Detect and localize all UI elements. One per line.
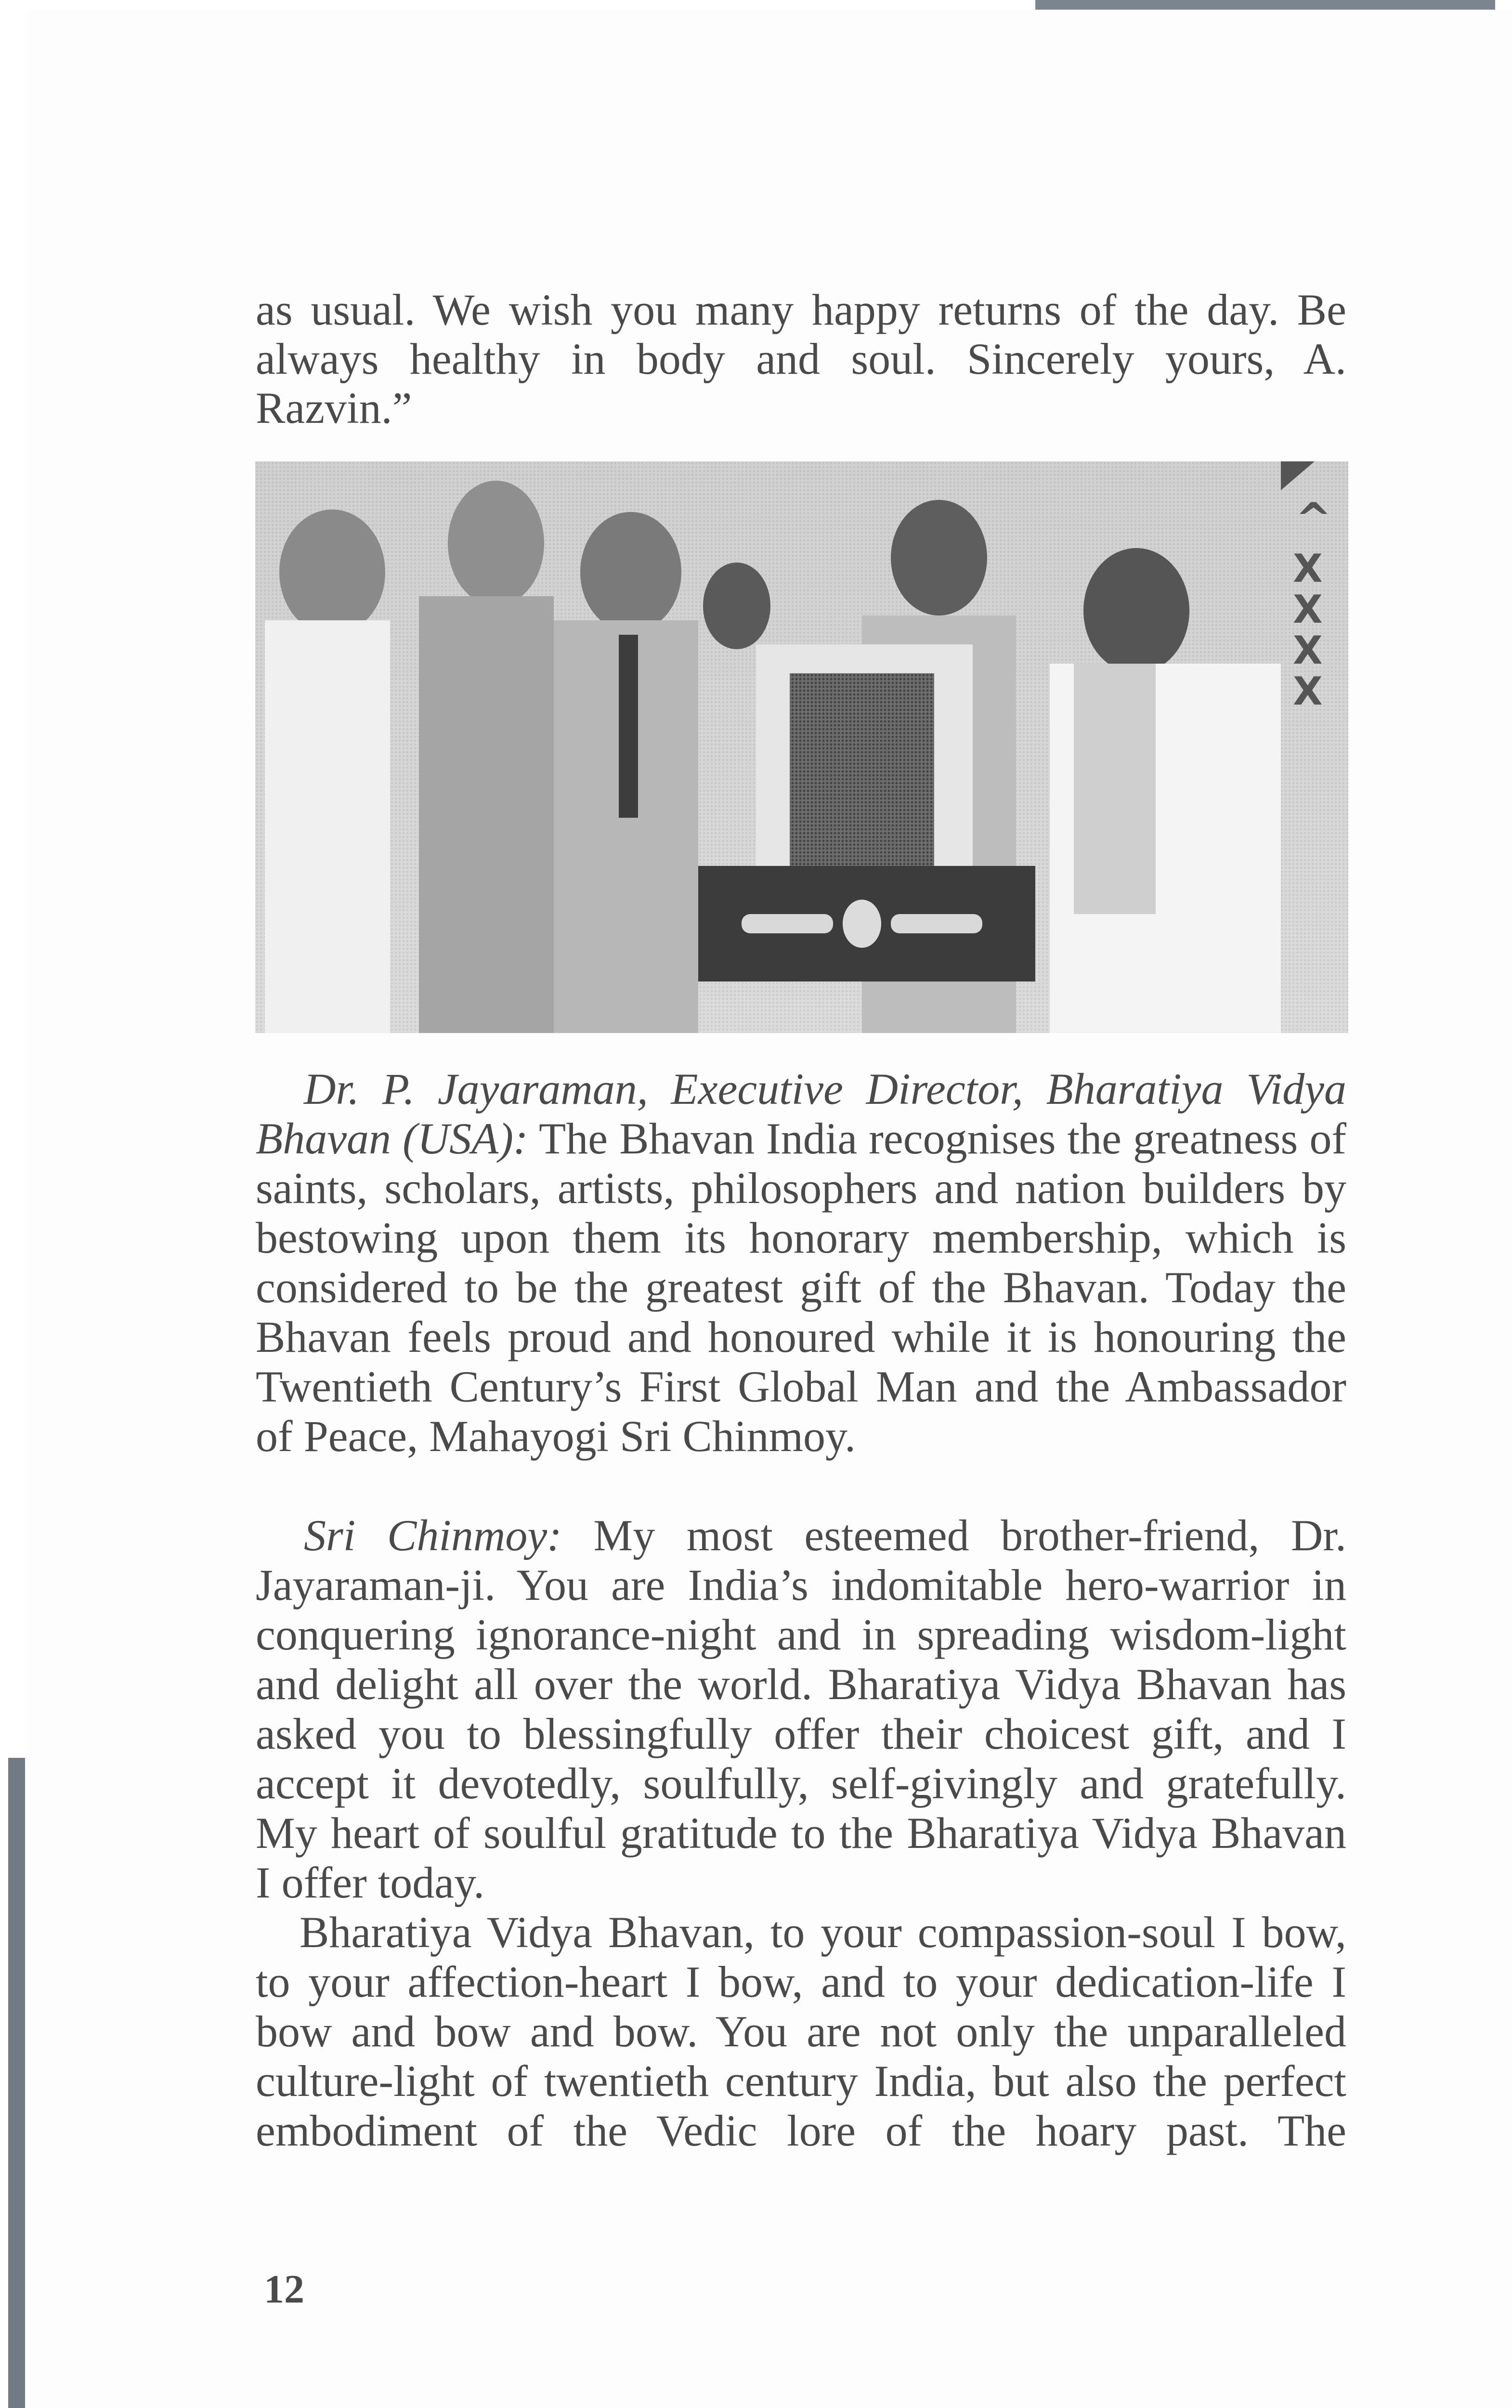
speaker-name: Sri Chinmoy:	[304, 1511, 562, 1560]
text-line: considered to be the greatest gift of the Bhavan. Today the	[256, 1263, 1346, 1312]
text-line	[256, 1114, 1346, 1164]
scan-edge-top	[1035, 0, 1495, 10]
svg-text:^: ^	[1295, 494, 1332, 544]
text-line: to your affection-heart I bow, and to your dedication-life I	[256, 1957, 1346, 2006]
text-line: embodiment of the Vedic lore of the hoary past. The	[256, 2106, 1346, 2155]
text-fragment: My most esteemed brother-friend, Dr.	[561, 1511, 1346, 1560]
svg-text:X: X	[1293, 669, 1323, 714]
svg-text:X: X	[1293, 628, 1323, 673]
page-number: 12	[264, 2267, 304, 2312]
svg-text:X: X	[1293, 546, 1323, 591]
text-line: accept it devotedly, soulfully, self-givingly and gratefully.	[256, 1759, 1346, 1808]
text-line: always healthy in body and soul. Sincerely yours, A.	[256, 334, 1346, 383]
text-line: Bharatiya Vidya Bhavan, to your compassion-soul I bow,	[300, 1908, 1346, 1957]
text-line: asked you to blessingfully offer their choicest gift, and I	[256, 1709, 1346, 1758]
text-line: Razvin.”	[256, 383, 412, 432]
text-line: of Peace, Mahayogi Sri Chinmoy.	[256, 1412, 856, 1461]
text-line: My heart of soulful gratitude to the Bharatiya Vidya Bhavan	[256, 1808, 1346, 1858]
text-fragment: The Bhavan India recognises the greatness of	[528, 1114, 1346, 1163]
text-line: and delight all over the world. Bharatiya Vidya Bhavan has	[256, 1660, 1346, 1709]
text-line: Jayaraman-ji. You are India’s indomitable hero-warrior in	[256, 1560, 1346, 1610]
svg-text:X: X	[1293, 587, 1323, 632]
speaker-name-cont: Bhavan (USA):	[256, 1114, 528, 1163]
scan-edge-left	[8, 1758, 25, 2408]
text-line: conquering ignorance-night and in spreading wisdom-light	[256, 1610, 1346, 1659]
text-line: Bhavan feels proud and honoured while it is honouring the	[256, 1312, 1346, 1361]
text-line: I offer today.	[256, 1858, 485, 1907]
photo-award-presentation	[255, 461, 1348, 1033]
text-line: bow and bow and bow. You are not only the unparalleled	[256, 2007, 1346, 2056]
text-line: saints, scholars, artists, philosophers and nation builders by	[256, 1164, 1346, 1213]
text-line: culture-light of twentieth century India, but also the perfect	[256, 2056, 1346, 2106]
text-line: Twentieth Century’s First Global Man and the Ambassador	[256, 1362, 1346, 1411]
photo-image	[255, 461, 1348, 1033]
text-line: bestowing upon them its honorary membership, which is	[256, 1213, 1346, 1262]
speaker-name: Dr. P. Jayaraman, Executive Director, Bharatiya Vidya	[304, 1064, 1346, 1113]
speaker-line	[304, 1511, 1346, 1560]
speaker-line	[304, 1064, 1346, 1114]
text-line: as usual. We wish you many happy returns of the day. Be	[256, 285, 1346, 334]
